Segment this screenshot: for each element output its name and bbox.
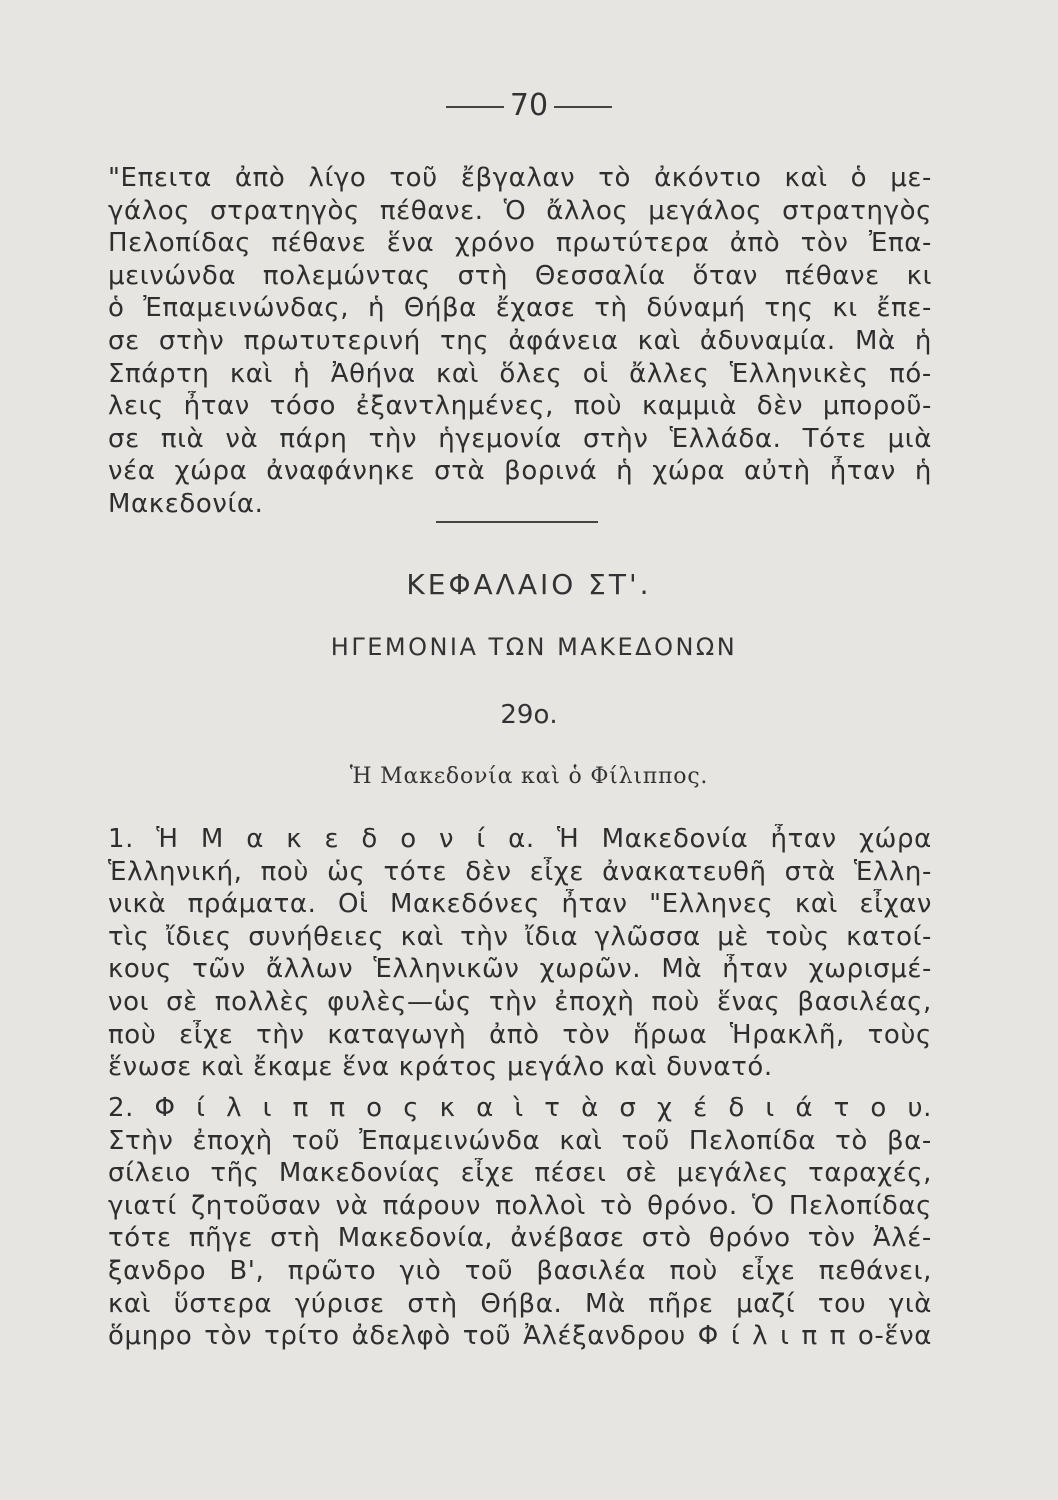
- page-number-text: 70: [509, 88, 549, 123]
- text-line: σε στὴν πρωτυτερινή της ἀφάνεια καὶ ἀδυναμία. Μὰ ἡ: [108, 326, 932, 356]
- text-line: ποὺ εἶχε τὴν καταγωγὴ ἀπὸ τὸν ἥρωα Ἡρακλῆ, τοὺς: [108, 1019, 932, 1050]
- section-divider: [436, 521, 598, 523]
- text-line: μεινώνδα πολεμώντας στὴ Θεσσαλία ὅταν πέθανε κι: [108, 260, 932, 291]
- text-line: ξανδρο Β', πρῶτο γιὸ τοῦ βασιλέα ποὺ εἶχε πεθάνει,: [108, 1256, 932, 1286]
- text-line: Ἑλληνική, ποὺ ὡς τότε δὲν εἶχε ἀνακατευθῆ στὰ Ἑλλη-: [108, 856, 932, 887]
- text-line: λεις ἦταν τόσο ἐξαντλημένες, ποὺ καμμιὰ δὲν μποροῦ-: [108, 391, 932, 422]
- text-line: 2. Φ ί λ ι π π ο ς κ α ὶ τ ὰ σ χ έ δ ι ά τ ο υ.: [108, 1093, 932, 1123]
- text-line: νέα χώρα ἀναφάνηκε στὰ βορινά ἡ χώρα αὐτὴ ἦταν ἡ: [108, 456, 932, 487]
- text-line: καὶ ὕστερα γύρισε στὴ Θήβα. Μὰ πῆρε μαζί του γιὰ: [108, 1288, 932, 1319]
- text-line: "Επειτα ἀπὸ λίγο τοῦ ἔβγαλαν τὸ ἀκόντιο καὶ ὁ με-: [108, 163, 932, 193]
- text-line: γιατί ζητοῦσαν νὰ πάρουν πολλοὶ τὸ θρόνο. Ὁ Πελοπίδας: [108, 1190, 932, 1221]
- text-line: τότε πῆγε στὴ Μακεδονία, ἀνέβασε στὸ θρόνο τὸν Ἀλέ-: [108, 1223, 932, 1254]
- page-number: [0, 88, 1058, 123]
- chapter-heading: ΚΕΦΑΛΑΙΟ ΣΤ'.: [406, 568, 652, 601]
- text-line: ὁ Ἐπαμεινώνδας, ἡ Θήβα ἔχασε τὴ δύναμή της κι ἔπε-: [108, 293, 932, 324]
- chapter-subtitle: ΗΓΕΜΟΝΙΑ ΤΩΝ ΜΑΚΕΔΟΝΩΝ: [330, 633, 738, 661]
- text-line: 1. Ἡ Μ α κ ε δ ο ν ί α. Ἡ Μακεδονία ἦταν χώρα: [108, 824, 932, 854]
- text-line: γάλος στρατηγὸς πέθανε. Ὁ ἄλλος μεγάλος στρατηγὸς: [108, 195, 932, 226]
- text-line: νοι σὲ πολλὲς φυλὲς—ὡς τὴν ἐποχὴ ποὺ ἕνας βασιλέας,: [108, 987, 932, 1017]
- section-title: Ἡ Μακεδονία καὶ ὁ Φίλιππος.: [349, 764, 709, 789]
- text-line: Μακεδονία.: [108, 489, 264, 519]
- text-line: Σπάρτη καὶ ἡ Ἀθήνα καὶ ὅλες οἱ ἄλλες Ἑλληνικὲς πό-: [108, 358, 932, 389]
- text-line: Στὴν ἐποχὴ τοῦ Ἐπαμεινώνδα καὶ τοῦ Πελοπίδα τὸ βα-: [108, 1125, 932, 1156]
- text-line: ὅμηρο τὸν τρίτο ἀδελφὸ τοῦ Ἀλέξανδρου Φ ί λ ι π π ο-ἕνα: [108, 1321, 932, 1352]
- text-line: Πελοπίδας πέθανε ἕνα χρόνο πρωτύτερα ἀπὸ τὸν Ἐπα-: [108, 228, 932, 259]
- text-line: ἕνωσε καὶ ἔκαμε ἕνα κράτος μεγάλο καὶ δυνατό.: [108, 1052, 773, 1083]
- text-line: νικὰ πράματα. Οἱ Μακεδόνες ἦταν "Ελληνες καὶ εἶχαν: [108, 889, 932, 920]
- text-line: τὶς ἴδιες συνήθειες καὶ τὴν ἴδια γλῶσσα μὲ τοὺς κατοί-: [108, 921, 932, 952]
- text-line: σίλειο τῆς Μακεδονίας εἶχε πέσει σὲ μεγάλες ταραχές,: [108, 1158, 932, 1189]
- text-line: σε πιὰ νὰ πάρη τὴν ἡγεμονία στὴν Ἑλλάδα. Τότε μιὰ: [108, 423, 932, 454]
- page-number-dash-left: [446, 106, 504, 108]
- text-line: κους τῶν ἄλλων Ἑλληνικῶν χωρῶν. Μὰ ἦταν χωρισμέ-: [108, 954, 932, 985]
- page-number-dash-right: [554, 106, 612, 108]
- section-number: 29ο.: [500, 700, 558, 730]
